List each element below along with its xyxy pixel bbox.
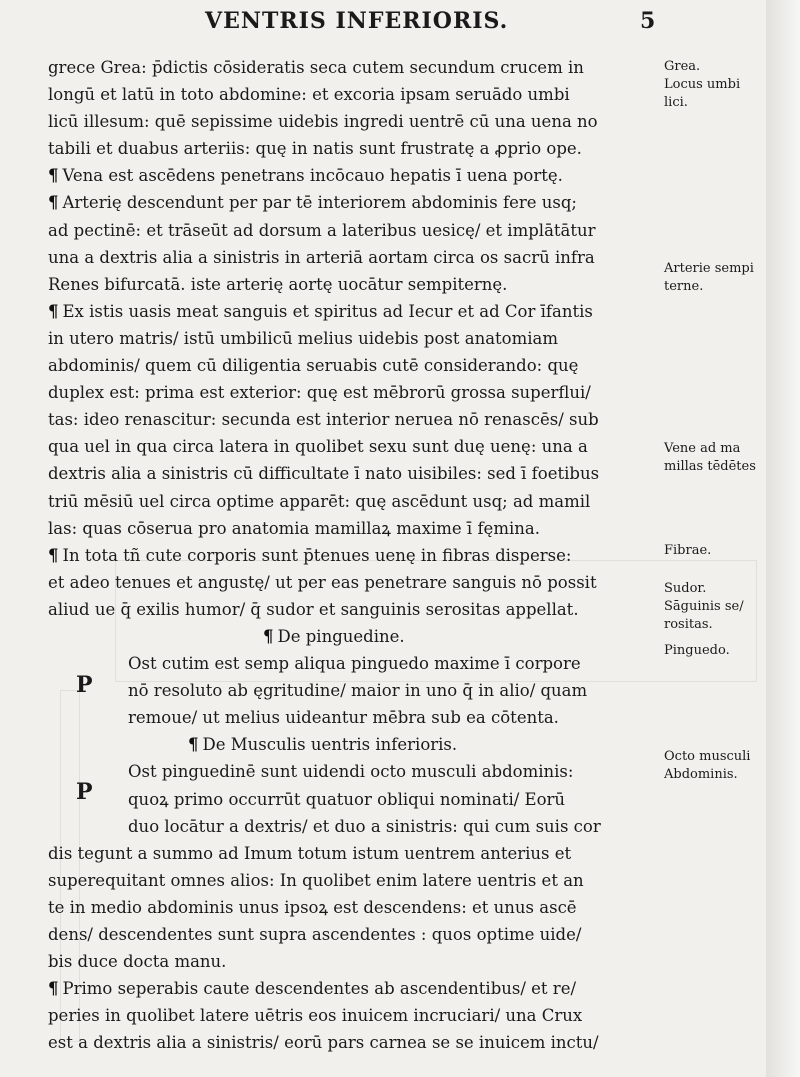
text-line: ¶ Ex istis uasis meat sanguis et spiritus ad Iecur et ad Cor īfantis	[48, 301, 593, 321]
text-line: duplex est: prima est exterior: quę est mēbrorū grossa superflui/	[48, 383, 591, 403]
text-line: grece Grea: p̄dictis cōsideratis seca cutem secundum crucem in	[48, 58, 584, 77]
text-line: abdominis/ quem cū diligentia seruabis cutē considerando: quę	[48, 356, 579, 376]
text-line: te in medio abdominis unus ipsoꝝ est descendens: et unus ascē	[48, 897, 577, 917]
text-line: una a dextris alia a sinistris in arteriā aortam circa os sacrū infra	[48, 247, 595, 267]
text-line: nō resoluto ab ęgritudine/ maior in uno q̄ in alio/ quam	[128, 681, 588, 701]
text-line: las: quas cōserua pro anatomia mamillaꝝ maxime ī fęmina.	[48, 518, 540, 538]
paragraph-mark-icon: ¶	[48, 979, 59, 999]
text-line: tabili et duabus arteriis: quę in natis sunt frustratę a ꝓprio ope.	[48, 139, 582, 159]
text-line: dis tegunt a summo ad Imum totum istum uentrem anterius et	[48, 843, 572, 863]
margin-note: terne.	[664, 279, 704, 294]
text-line: ad pectinē: et trāseūt ad dorsum a lateribus uesicę/ et implātātur	[48, 220, 596, 240]
margin-note: Arterie sempi	[664, 261, 754, 276]
running-head: VENTRIS INFERIORIS.	[205, 8, 509, 34]
text-line: licū illesum: quē sepissime uidebis ingredi uentrē cū una uena no	[48, 112, 598, 132]
text-line: dextris alia a sinistris cū difficultate ī nato uisibiles: sed ī foetibus	[48, 464, 600, 484]
section-heading-musculis: ¶ De Musculis uentris inferioris.	[188, 735, 458, 755]
text-line: peries in quolibet latere uētris eos inuicem incruciari/ una Crux	[48, 1006, 583, 1026]
margin-note: rositas.	[664, 617, 713, 632]
text-line: Ost pinguedinē sunt uidendi octo musculi abdominis:	[128, 762, 574, 782]
text-line: longū et latū in toto abdomine: et excoria ipsam seruādo umbi	[48, 85, 570, 105]
margin-note: Locus umbi	[664, 77, 741, 92]
margin-note: Octo musculi	[664, 749, 751, 764]
section-heading-pinguedine: ¶ De pinguedine.	[263, 626, 405, 646]
text-line: aliud ue q̄ exilis humor/ q̄ sudor et sanguinis serositas appellat.	[48, 599, 579, 619]
paragraph-mark-icon: ¶	[48, 166, 59, 186]
text-line: Renes bifurcatā. iste arterię aortę uocātur sempiternę.	[48, 274, 508, 294]
text-line: bis duce docta manu.	[48, 952, 227, 972]
margin-note: lici.	[664, 95, 688, 110]
margin-note: Vene ad ma	[664, 441, 741, 456]
text-line: Ost cutim est semp aliqua pinguedo maxime ī corpore	[128, 654, 581, 674]
margin-note: Abdominis.	[664, 767, 738, 782]
margin-note: Sudor.	[664, 581, 707, 596]
margin-note: Pinguedo.	[664, 643, 730, 658]
text-line: in utero matris/ istū umbilicū melius uidebis post anatomiam	[48, 328, 559, 348]
page-edge	[766, 0, 800, 1077]
body-text	[48, 54, 663, 1056]
text-line: triū mēsiū uel circa optime apparēt: quę ascēdunt usq; ad mamil	[48, 491, 591, 511]
paragraph-mark-icon: ¶	[48, 193, 59, 213]
text-line: ¶ Primo seperabis caute descendentes ab ascendentibus/ et re/	[48, 979, 577, 999]
text-line: quoꝝ primo occurrūt quatuor obliqui nominati/ Eorū	[128, 789, 566, 809]
margin-note: Sāguinis se/	[664, 599, 744, 614]
text-line: duo locātur a dextris/ et duo a sinistris: qui cum suis cor	[128, 816, 601, 836]
guide-initial: P	[76, 779, 93, 805]
margin-note: Grea.	[664, 59, 701, 74]
text-line: ¶ Arterię descendunt per par tē interiorem abdominis fere usq;	[48, 193, 577, 213]
paragraph-mark-icon: ¶	[48, 301, 59, 321]
text-line: est a dextris alia a sinistris/ eorū pars carnea se se inuicem inctu/	[48, 1033, 599, 1053]
paragraph-mark-icon: ¶	[263, 626, 274, 646]
paragraph-mark-icon: ¶	[188, 735, 199, 755]
guide-initial: P	[76, 672, 93, 698]
margin-note: Fibrae.	[664, 543, 712, 558]
text-line: dens/ descendentes sunt supra ascendentes : quos optime uide/	[48, 925, 582, 944]
margin-note: millas tēdētes	[664, 459, 756, 474]
paragraph-mark-icon: ¶	[48, 545, 59, 565]
text-line: tas: ideo renascitur: secunda est interior neruea nō renascēs/ sub	[48, 410, 599, 430]
page-number: 5	[640, 8, 656, 34]
text-line: et adeo tenues et angustę/ ut per eas penetrare sanguis nō possit	[48, 572, 597, 592]
text-line: remoue/ ut melius uideantur mēbra sub ea cōtenta.	[128, 708, 559, 728]
text-line: ¶ Vena est ascēdens penetrans incōcauo hepatis ī uena portę.	[48, 166, 563, 186]
text-line: qua uel in qua circa latera in quolibet sexu sunt duę uenę: una a	[48, 437, 588, 457]
text-line: ¶ In tota tñ cute corporis sunt p̄tenues uenę in fibras disperse:	[48, 545, 572, 565]
text-line: superequitant omnes alios: In quolibet enim latere uentris et an	[48, 870, 584, 890]
